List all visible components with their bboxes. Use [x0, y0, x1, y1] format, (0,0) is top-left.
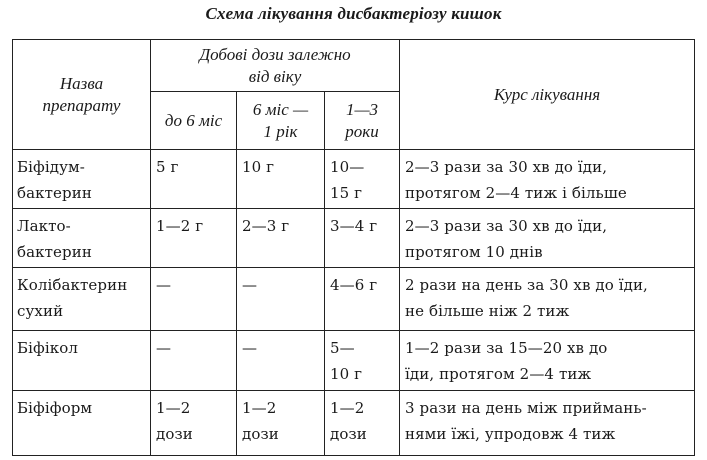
dose-6m-1y-cell: 1—2 дози: [237, 391, 325, 456]
dose-under-6m-cell: 1—2 дози: [151, 391, 237, 456]
dose-6m-1y-cell: —: [237, 268, 325, 331]
course-cell: 2—3 рази за 30 хв до їди, протягом 10 днів: [400, 209, 695, 268]
drug-name-cell: Колібактерин сухий: [13, 268, 151, 331]
table-row: [13, 391, 695, 456]
treatment-table: [12, 39, 695, 456]
dose-under-6m-cell: 5 г: [151, 150, 237, 209]
table-row: [13, 331, 695, 391]
header-drug-name: Назва препарату: [13, 40, 151, 150]
drug-name-cell: Біфіформ: [13, 391, 151, 456]
header-course: Курс лікування: [400, 40, 695, 150]
header-age-under-6m: до 6 міс: [151, 92, 237, 150]
course-cell: 2 рази на день за 30 хв до їди, не більше ніж 2 тиж: [400, 268, 695, 331]
drug-name-cell: Лакто- бактерин: [13, 209, 151, 268]
table-row: [13, 150, 695, 209]
dose-1-3y-cell: 5— 10 г: [325, 331, 400, 391]
table-title: Схема лікування дисбактеріозу кишок: [205, 4, 502, 23]
header-age-6m-1y: 6 міс — 1 рік: [237, 92, 325, 150]
dose-6m-1y-cell: —: [237, 331, 325, 391]
course-cell: 2—3 рази за 30 хв до їди, протягом 2—4 тиж і більше: [400, 150, 695, 209]
dose-1-3y-cell: 10— 15 г: [325, 150, 400, 209]
header-daily-doses: Добові дози залежно від віку: [151, 40, 400, 92]
drug-name-cell: Біфідум- бактерин: [13, 150, 151, 209]
dose-1-3y-cell: 1—2 дози: [325, 391, 400, 456]
course-cell: 3 рази на день між приймань- нями їжі, упродовж 4 тиж: [400, 391, 695, 456]
dose-1-3y-cell: 4—6 г: [325, 268, 400, 331]
header-age-1-3y: 1—3 роки: [325, 92, 400, 150]
dose-under-6m-cell: —: [151, 331, 237, 391]
dose-6m-1y-cell: 10 г: [237, 150, 325, 209]
drug-name-cell: Біфікол: [13, 331, 151, 391]
course-cell: 1—2 рази за 15—20 хв до їди, протягом 2—4 тиж: [400, 331, 695, 391]
dose-6m-1y-cell: 2—3 г: [237, 209, 325, 268]
table-row: [13, 209, 695, 268]
dose-under-6m-cell: —: [151, 268, 237, 331]
table-row: [13, 268, 695, 331]
dose-1-3y-cell: 3—4 г: [325, 209, 400, 268]
dose-under-6m-cell: 1—2 г: [151, 209, 237, 268]
